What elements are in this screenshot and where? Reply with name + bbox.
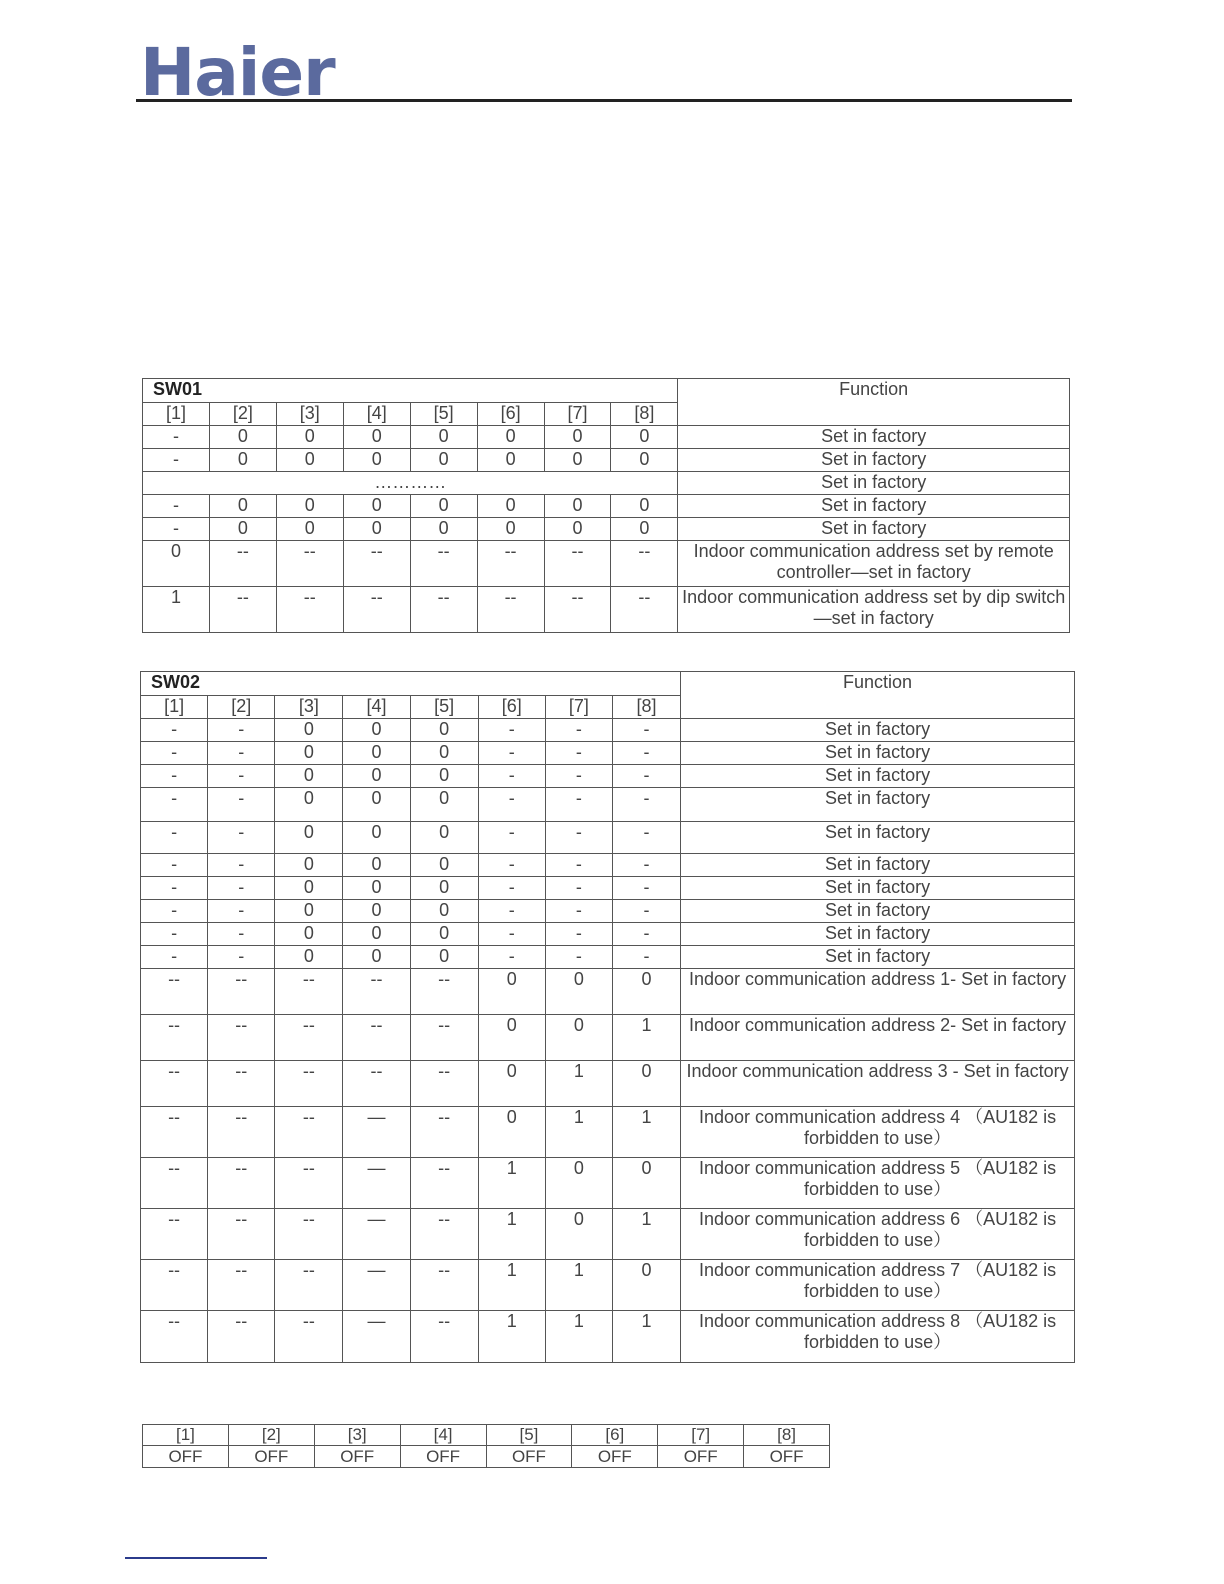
state-value: OFF xyxy=(572,1446,658,1468)
function-cell: Set in factory xyxy=(681,923,1075,946)
switch-cell: - xyxy=(612,742,680,765)
switch-cell: 0 xyxy=(275,900,343,923)
function-cell: Set in factory xyxy=(678,518,1070,541)
switch-cell: -- xyxy=(410,1311,478,1363)
switch-cell: 0 xyxy=(410,946,478,969)
switch-cell: -- xyxy=(141,1260,208,1311)
switch-cell: 0 xyxy=(209,449,276,472)
switch-cell: 0 xyxy=(275,854,343,877)
sw02-col-header: [6] xyxy=(478,696,545,719)
state-col-header: [3] xyxy=(314,1425,400,1446)
switch-cell: 0 xyxy=(343,742,410,765)
switch-cell: -- xyxy=(275,1158,343,1209)
state-value: OFF xyxy=(486,1446,572,1468)
switch-cell: -- xyxy=(141,1311,208,1363)
switch-cell: 0 xyxy=(478,1107,545,1158)
function-cell: Indoor communication address 1- Set in factory xyxy=(681,969,1075,1015)
switch-cell: 0 xyxy=(410,923,478,946)
switch-cell: -- xyxy=(275,1107,343,1158)
switch-cell: -- xyxy=(477,587,544,633)
switch-cell: -- xyxy=(208,1107,275,1158)
function-cell: Indoor communication address 2- Set in factory xyxy=(681,1015,1075,1061)
switch-cell: 1 xyxy=(612,1107,680,1158)
switch-cell: - xyxy=(545,788,612,822)
function-cell: Indoor communication address set by dip switch —set in factory xyxy=(678,587,1070,633)
switch-cell: 0 xyxy=(143,541,210,587)
switch-cell: -- xyxy=(410,1209,478,1260)
function-cell: Set in factory xyxy=(681,822,1075,854)
table-row xyxy=(141,969,1075,1015)
sw02-col-header: [7] xyxy=(545,696,612,719)
switch-cell: 0 xyxy=(410,822,478,854)
switch-cell: - xyxy=(208,742,275,765)
switch-cell: - xyxy=(141,854,208,877)
function-cell: Set in factory xyxy=(678,495,1070,518)
table-row xyxy=(141,1158,1075,1209)
switch-cell: - xyxy=(143,449,210,472)
state-col-header: [1] xyxy=(143,1425,229,1446)
switch-cell: 1 xyxy=(545,1061,612,1107)
switch-cell: 0 xyxy=(276,495,343,518)
switch-cell: 0 xyxy=(545,1015,612,1061)
switch-cell: -- xyxy=(343,1015,410,1061)
switch-cell: - xyxy=(612,900,680,923)
switch-cell: - xyxy=(208,788,275,822)
switch-cell: 0 xyxy=(544,518,611,541)
switch-cell: - xyxy=(545,765,612,788)
switch-cell: 0 xyxy=(343,495,410,518)
switch-cell: - xyxy=(545,900,612,923)
switch-cell: 0 xyxy=(410,426,477,449)
table-row xyxy=(143,426,1070,449)
switch-cell: - xyxy=(545,742,612,765)
switch-cell: - xyxy=(208,923,275,946)
switch-cell: 0 xyxy=(410,449,477,472)
switch-cell: 0 xyxy=(343,946,410,969)
table-row xyxy=(143,472,1070,495)
switch-cell: -- xyxy=(343,587,410,633)
switch-cell: 0 xyxy=(275,742,343,765)
function-cell: Indoor communication address 7 （AU182 is forbidden to use） xyxy=(681,1260,1075,1311)
switch-cell: — xyxy=(343,1209,410,1260)
switch-cell: 1 xyxy=(545,1311,612,1363)
function-cell: Set in factory xyxy=(681,742,1075,765)
switch-cell: - xyxy=(478,923,545,946)
switch-cell: 0 xyxy=(410,495,477,518)
switch-cell: - xyxy=(141,765,208,788)
sw01-col-header: [1] xyxy=(143,403,210,426)
switch-cell: 1 xyxy=(545,1260,612,1311)
switch-cell: - xyxy=(141,877,208,900)
sw02-col-header: [2] xyxy=(208,696,275,719)
function-cell: Indoor communication address 5 （AU182 is forbidden to use） xyxy=(681,1158,1075,1209)
footer-divider xyxy=(125,1557,267,1559)
switch-cell: -- xyxy=(141,1107,208,1158)
switch-cell: 1 xyxy=(612,1311,680,1363)
switch-cell: 1 xyxy=(478,1311,545,1363)
switch-cell: 0 xyxy=(612,1061,680,1107)
switch-cell: 0 xyxy=(276,426,343,449)
switch-cell: -- xyxy=(208,1209,275,1260)
switch-cell: 0 xyxy=(477,449,544,472)
switch-cell: - xyxy=(143,518,210,541)
switch-cell: -- xyxy=(208,1061,275,1107)
sw01-col-header: [3] xyxy=(276,403,343,426)
function-cell: Set in factory xyxy=(678,426,1070,449)
header-divider xyxy=(136,99,1072,102)
switch-cell: 0 xyxy=(544,449,611,472)
switch-cell: -- xyxy=(276,587,343,633)
switch-cell: -- xyxy=(141,1061,208,1107)
switch-cell: 0 xyxy=(343,923,410,946)
table-row xyxy=(141,877,1075,900)
sw02-col-header: [5] xyxy=(410,696,478,719)
sw01-col-header: [2] xyxy=(209,403,276,426)
switch-cell: — xyxy=(343,1311,410,1363)
switch-cell: 0 xyxy=(410,742,478,765)
switch-cell: - xyxy=(141,923,208,946)
table-row xyxy=(141,1209,1075,1260)
switch-cell: 0 xyxy=(478,1015,545,1061)
table-row xyxy=(143,449,1070,472)
switch-cell: 0 xyxy=(545,969,612,1015)
table-row xyxy=(141,1311,1075,1363)
sw01-function-header: Function xyxy=(678,379,1070,426)
sw02-label: SW02 xyxy=(141,672,681,696)
switch-cell: 0 xyxy=(275,923,343,946)
switch-cell: -- xyxy=(141,1158,208,1209)
sw02-col-header: [1] xyxy=(141,696,208,719)
switch-cell: -- xyxy=(410,1158,478,1209)
switch-cell: -- xyxy=(343,541,410,587)
switch-cell: 0 xyxy=(276,449,343,472)
switch-cell: -- xyxy=(275,969,343,1015)
switch-cell: - xyxy=(208,719,275,742)
table-row xyxy=(143,495,1070,518)
switch-cell: -- xyxy=(410,587,477,633)
switch-cell: 0 xyxy=(343,518,410,541)
sw01-col-header: [4] xyxy=(343,403,410,426)
switch-cell: 1 xyxy=(612,1015,680,1061)
switch-cell: - xyxy=(208,946,275,969)
switch-cell: 0 xyxy=(275,946,343,969)
switch-cell: - xyxy=(143,495,210,518)
switch-cell: 0 xyxy=(410,788,478,822)
sw01-table xyxy=(142,378,1070,633)
sw02-function-header: Function xyxy=(681,672,1075,719)
state-col-header: [6] xyxy=(572,1425,658,1446)
switch-cell: 0 xyxy=(410,518,477,541)
switch-cell: - xyxy=(612,923,680,946)
sw01-col-header: [5] xyxy=(410,403,477,426)
switch-cell: 0 xyxy=(209,495,276,518)
switch-cell: -- xyxy=(208,1260,275,1311)
switch-cell: 0 xyxy=(275,719,343,742)
switch-cell: 0 xyxy=(477,495,544,518)
switch-cell: -- xyxy=(208,969,275,1015)
switch-cell: 1 xyxy=(478,1260,545,1311)
function-cell: Set in factory xyxy=(678,472,1070,495)
table-row xyxy=(141,900,1075,923)
switch-cell: - xyxy=(478,719,545,742)
state-col-header: [7] xyxy=(658,1425,744,1446)
switch-cell: -- xyxy=(209,541,276,587)
switch-cell: -- xyxy=(275,1311,343,1363)
switch-cell: - xyxy=(612,765,680,788)
switch-cell: -- xyxy=(410,1015,478,1061)
table-row xyxy=(141,719,1075,742)
switch-cell: -- xyxy=(208,1311,275,1363)
function-cell: Indoor communication address 6 （AU182 is forbidden to use） xyxy=(681,1209,1075,1260)
state-col-header: [5] xyxy=(486,1425,572,1446)
table-row xyxy=(141,923,1075,946)
switch-cell: -- xyxy=(141,969,208,1015)
state-value: OFF xyxy=(400,1446,486,1468)
switch-cell: - xyxy=(545,923,612,946)
switch-cell: -- xyxy=(410,1107,478,1158)
table-row xyxy=(141,946,1075,969)
switch-cell: 0 xyxy=(343,449,410,472)
switch-cell: -- xyxy=(477,541,544,587)
switch-cell: 0 xyxy=(275,877,343,900)
table-row xyxy=(143,541,1070,587)
switch-cell: 0 xyxy=(545,1158,612,1209)
switch-cell: -- xyxy=(208,1158,275,1209)
function-cell: Indoor communication address 4 （AU182 is forbidden to use） xyxy=(681,1107,1075,1158)
switch-cell: 0 xyxy=(612,1158,680,1209)
switch-cell: 1 xyxy=(612,1209,680,1260)
switch-cell: -- xyxy=(275,1015,343,1061)
switch-cell: - xyxy=(478,788,545,822)
switch-cell: 0 xyxy=(544,426,611,449)
switch-cell: 0 xyxy=(410,877,478,900)
switch-cell: - xyxy=(478,946,545,969)
function-cell: Indoor communication address 8 （AU182 is forbidden to use） xyxy=(681,1311,1075,1363)
switch-cell: 0 xyxy=(209,518,276,541)
sw01-col-header: [7] xyxy=(544,403,611,426)
switch-cell: 1 xyxy=(545,1107,612,1158)
switch-cell: -- xyxy=(275,1209,343,1260)
switch-cell: 0 xyxy=(343,900,410,923)
switch-cell: 0 xyxy=(343,719,410,742)
table-row xyxy=(141,1260,1075,1311)
switch-cell: 0 xyxy=(611,449,678,472)
switch-cell: 0 xyxy=(545,1209,612,1260)
switch-cell: -- xyxy=(544,587,611,633)
switch-cell: - xyxy=(545,822,612,854)
sw02-col-header: [3] xyxy=(275,696,343,719)
switch-cell: -- xyxy=(276,541,343,587)
switch-cell: - xyxy=(545,946,612,969)
switch-cell: - xyxy=(545,877,612,900)
ellipsis-cell: ………… xyxy=(143,472,678,495)
table-row xyxy=(141,742,1075,765)
table-row xyxy=(141,765,1075,788)
switch-cell: 0 xyxy=(410,900,478,923)
switch-cell: - xyxy=(612,822,680,854)
switch-cell: 1 xyxy=(143,587,210,633)
switch-cell: - xyxy=(545,854,612,877)
function-cell: Indoor communication address set by remote controller—set in factory xyxy=(678,541,1070,587)
switch-cell: - xyxy=(478,900,545,923)
switch-cell: -- xyxy=(141,1015,208,1061)
switch-cell: 0 xyxy=(611,426,678,449)
switch-cell: - xyxy=(208,900,275,923)
switch-cell: -- xyxy=(141,1209,208,1260)
switch-cell: - xyxy=(612,854,680,877)
switch-cell: 0 xyxy=(611,518,678,541)
state-value: OFF xyxy=(143,1446,229,1468)
switch-cell: - xyxy=(478,877,545,900)
switch-cell: - xyxy=(208,822,275,854)
switch-cell: - xyxy=(141,900,208,923)
switch-cell: - xyxy=(612,877,680,900)
sw02-col-header: [8] xyxy=(612,696,680,719)
function-cell: Set in factory xyxy=(681,788,1075,822)
function-cell: Set in factory xyxy=(681,719,1075,742)
switch-cell: 0 xyxy=(544,495,611,518)
sw01-col-header: [6] xyxy=(477,403,544,426)
state-col-header: [8] xyxy=(744,1425,830,1446)
table-row xyxy=(143,587,1070,633)
function-cell: Set in factory xyxy=(681,946,1075,969)
switch-cell: 0 xyxy=(612,1260,680,1311)
function-cell: Set in factory xyxy=(681,854,1075,877)
switch-cell: 0 xyxy=(343,788,410,822)
switch-cell: — xyxy=(343,1107,410,1158)
switch-state-table xyxy=(142,1424,830,1468)
switch-cell: 0 xyxy=(275,788,343,822)
switch-cell: -- xyxy=(611,541,678,587)
function-cell: Indoor communication address 3 - Set in factory xyxy=(681,1061,1075,1107)
table-row xyxy=(141,1015,1075,1061)
function-cell: Set in factory xyxy=(681,877,1075,900)
function-cell: Set in factory xyxy=(681,765,1075,788)
switch-cell: - xyxy=(141,946,208,969)
switch-cell: -- xyxy=(209,587,276,633)
switch-cell: — xyxy=(343,1158,410,1209)
switch-cell: - xyxy=(545,719,612,742)
switch-cell: -- xyxy=(343,969,410,1015)
switch-cell: - xyxy=(208,877,275,900)
switch-cell: -- xyxy=(410,1061,478,1107)
switch-cell: -- xyxy=(410,1260,478,1311)
switch-cell: 0 xyxy=(410,719,478,742)
sw01-col-header: [8] xyxy=(611,403,678,426)
sw02-table xyxy=(140,671,1075,1363)
table-row xyxy=(141,822,1075,854)
function-cell: Set in factory xyxy=(678,449,1070,472)
switch-cell: -- xyxy=(410,969,478,1015)
switch-cell: - xyxy=(612,719,680,742)
state-value: OFF xyxy=(658,1446,744,1468)
switch-cell: 1 xyxy=(478,1209,545,1260)
switch-cell: 0 xyxy=(209,426,276,449)
switch-cell: — xyxy=(343,1260,410,1311)
switch-cell: 0 xyxy=(276,518,343,541)
switch-cell: - xyxy=(478,765,545,788)
switch-cell: 0 xyxy=(478,969,545,1015)
switch-cell: - xyxy=(478,822,545,854)
table-row xyxy=(141,1107,1075,1158)
switch-cell: - xyxy=(141,822,208,854)
switch-cell: - xyxy=(478,854,545,877)
switch-cell: - xyxy=(612,788,680,822)
switch-cell: 0 xyxy=(477,518,544,541)
sw02-col-header: [4] xyxy=(343,696,410,719)
switch-cell: 0 xyxy=(611,495,678,518)
state-col-header: [4] xyxy=(400,1425,486,1446)
switch-cell: - xyxy=(612,946,680,969)
switch-cell: - xyxy=(478,742,545,765)
switch-cell: -- xyxy=(208,1015,275,1061)
table-row xyxy=(141,1061,1075,1107)
switch-cell: -- xyxy=(343,1061,410,1107)
switch-cell: 0 xyxy=(343,877,410,900)
table-row xyxy=(143,518,1070,541)
switch-cell: 0 xyxy=(478,1061,545,1107)
state-value: OFF xyxy=(228,1446,314,1468)
switch-cell: 0 xyxy=(410,765,478,788)
switch-cell: 0 xyxy=(343,854,410,877)
switch-cell: -- xyxy=(611,587,678,633)
switch-cell: - xyxy=(141,719,208,742)
table-row xyxy=(141,854,1075,877)
switch-cell: -- xyxy=(275,1061,343,1107)
switch-cell: 0 xyxy=(275,765,343,788)
switch-cell: 0 xyxy=(612,969,680,1015)
switch-cell: 0 xyxy=(410,854,478,877)
switch-cell: 0 xyxy=(275,822,343,854)
switch-cell: -- xyxy=(410,541,477,587)
state-value: OFF xyxy=(314,1446,400,1468)
switch-cell: 0 xyxy=(343,765,410,788)
sw01-label: SW01 xyxy=(143,379,678,403)
haier-logo: Haier xyxy=(140,34,335,111)
switch-cell: - xyxy=(208,854,275,877)
switch-cell: - xyxy=(141,788,208,822)
function-cell: Set in factory xyxy=(681,900,1075,923)
switch-cell: 0 xyxy=(477,426,544,449)
state-value: OFF xyxy=(744,1446,830,1468)
table-row xyxy=(141,788,1075,822)
switch-cell: - xyxy=(208,765,275,788)
switch-cell: 1 xyxy=(478,1158,545,1209)
switch-cell: - xyxy=(141,742,208,765)
switch-cell: -- xyxy=(275,1260,343,1311)
switch-cell: 0 xyxy=(343,426,410,449)
switch-cell: -- xyxy=(544,541,611,587)
state-col-header: [2] xyxy=(228,1425,314,1446)
switch-cell: - xyxy=(143,426,210,449)
switch-cell: 0 xyxy=(343,822,410,854)
